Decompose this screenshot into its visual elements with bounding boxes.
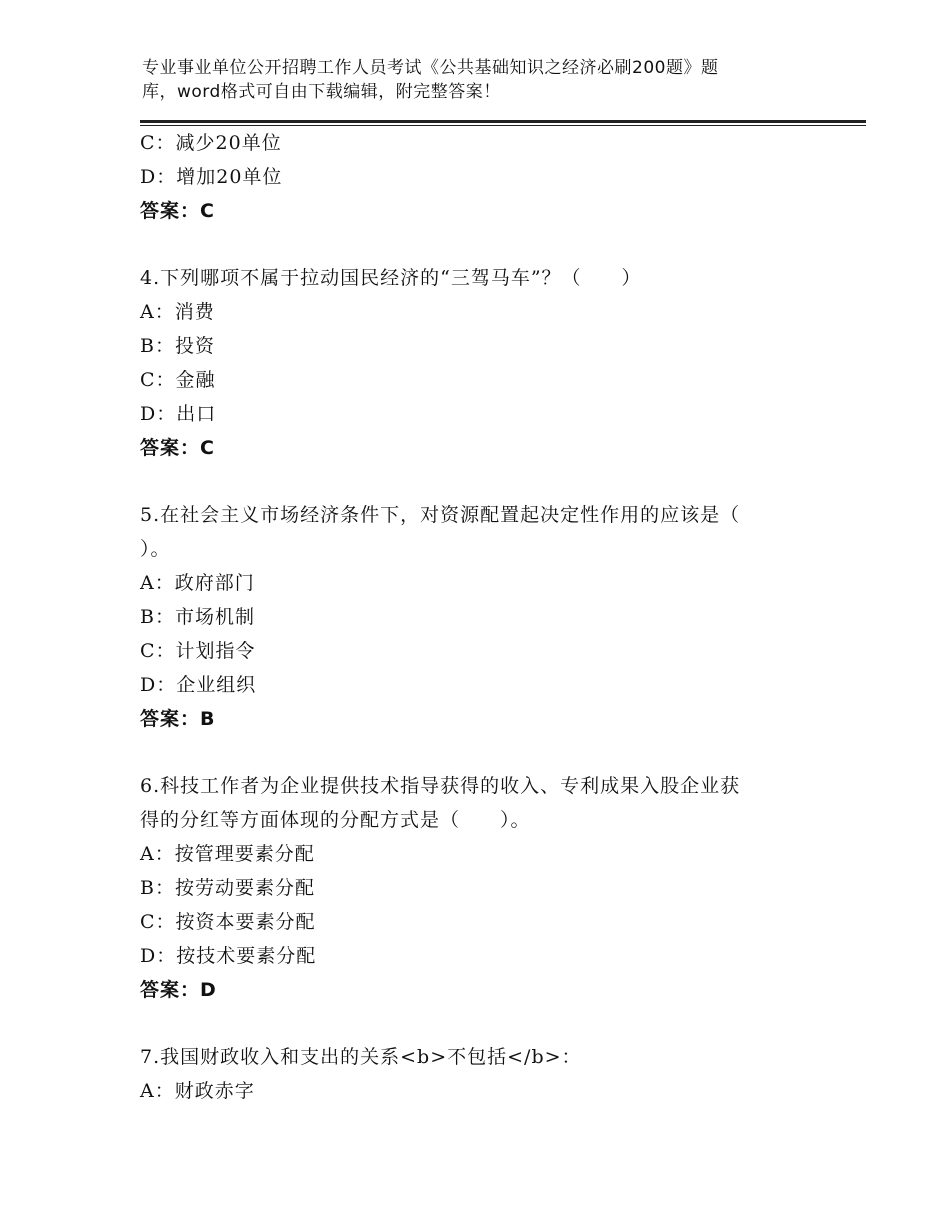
answer-label: 答案：B [140, 708, 216, 730]
question-6 [140, 769, 840, 1007]
option-d: D：按技术要素分配 [140, 945, 317, 967]
header-title-line-1: 专业事业单位公开招聘工作人员考试《公共基础知识之经济必刷200题》题 [142, 58, 719, 78]
question-gap [140, 465, 840, 498]
question-7 [140, 1040, 840, 1108]
question-4 [140, 261, 840, 465]
option-c: C：计划指令 [140, 640, 256, 662]
option-a: A：财政赤字 [140, 1080, 255, 1102]
question-stem-line-2: ）。 [140, 538, 171, 560]
option-c: C：金融 [140, 369, 216, 391]
option-a: A：政府部门 [140, 572, 255, 594]
question-3-tail [140, 126, 840, 228]
question-gap [140, 228, 840, 261]
option-c: C：按资本要素分配 [140, 911, 316, 933]
option-b: B：投资 [140, 335, 215, 357]
option-d: D：企业组织 [140, 674, 257, 696]
answer-label: 答案：D [140, 979, 217, 1001]
question-stem-line-1: 5.在社会主义市场经济条件下，对资源配置起决定性作用的应该是（ [140, 504, 741, 526]
question-stem-line-2: 得的分红等方面体现的分配方式是（ ）。 [140, 809, 531, 831]
header-divider-thick [140, 120, 866, 123]
question-gap [140, 736, 840, 769]
option-c: C：减少20单位 [140, 132, 282, 154]
question-list [140, 126, 840, 1108]
document-header [142, 56, 782, 104]
question-stem: 7.我国财政收入和支出的关系<b>不包括</b>： [140, 1046, 582, 1068]
option-a: A：消费 [140, 301, 215, 323]
answer-label: 答案：C [140, 200, 215, 222]
question-stem: 4.下列哪项不属于拉动国民经济的“三驾马车”？（ ） [140, 267, 642, 289]
question-stem-line-1: 6.科技工作者为企业提供技术指导获得的收入、专利成果入股企业获 [140, 775, 741, 797]
answer-label: 答案：C [140, 437, 215, 459]
option-b: B：市场机制 [140, 606, 255, 628]
option-a: A：按管理要素分配 [140, 843, 315, 865]
question-gap [140, 1007, 840, 1040]
option-d: D：出口 [140, 403, 217, 425]
question-5 [140, 498, 840, 736]
header-title-line-2: 库，word格式可自由下载编辑，附完整答案！ [142, 82, 501, 102]
option-b: B：按劳动要素分配 [140, 877, 315, 899]
option-d: D：增加20单位 [140, 166, 283, 188]
